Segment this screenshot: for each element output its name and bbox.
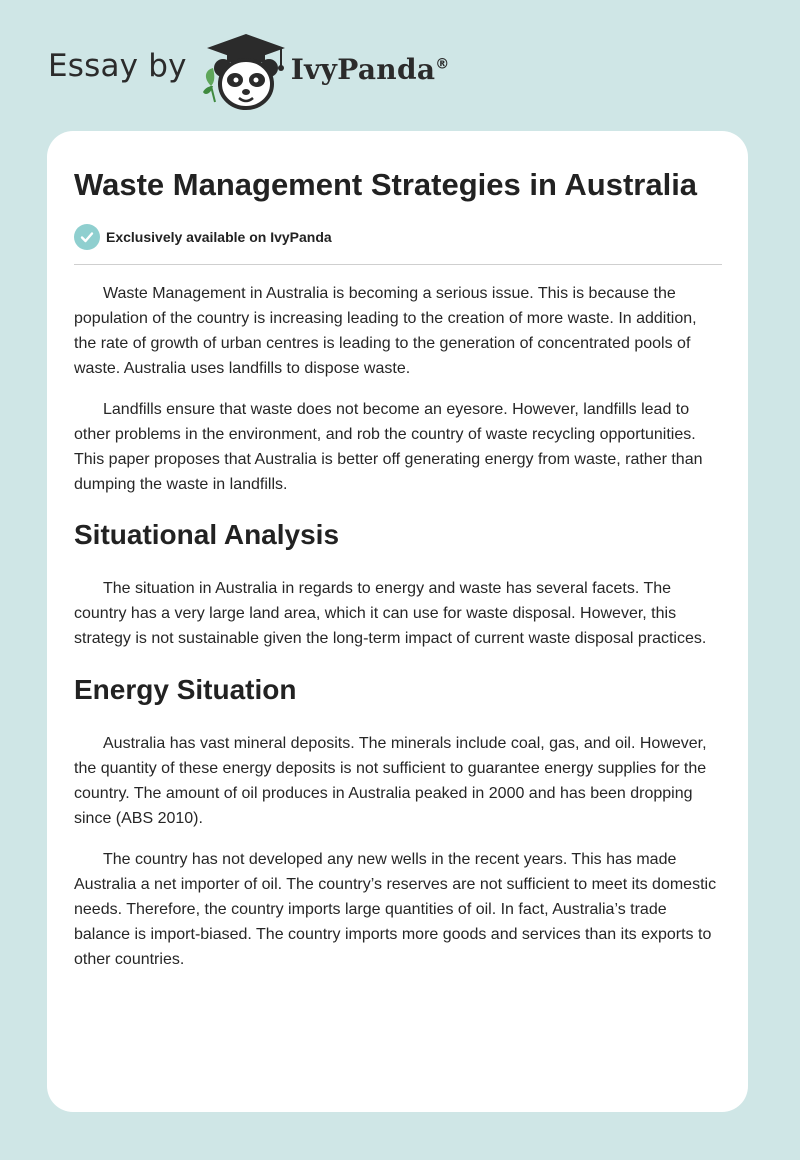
registered-mark: ®: [435, 56, 450, 73]
exclusive-label: Exclusively available on IvyPanda: [106, 229, 332, 245]
brand-name: IvyPanda®: [290, 52, 450, 86]
check-icon: [74, 224, 100, 250]
essay-card: [47, 131, 748, 1112]
panda-graduate-icon: [201, 28, 291, 112]
exclusive-badge: [74, 223, 722, 251]
divider: [74, 264, 722, 265]
energy-paragraph-1: Australia has vast mineral deposits. The minerals include coal, gas, and oil. However, the quantity of these energy deposits is not sufficient to guarantee energy supplies for the country. The amount of oil produces in Australia peaked in 2000 and has been dropping since (ABS 2010).: [74, 735, 707, 827]
intro-paragraph-2: Landfills ensure that waste does not become an eyesore. However, landfills lead to other problems in the environment, and rob the country of waste recycling opportunities. This paper proposes that Australia is better off generating energy from waste, rather than dumping the waste in landfills.: [74, 401, 703, 493]
heading-situational-analysis: Situational Analysis: [74, 519, 340, 550]
intro-paragraph-1: Waste Management in Australia is becoming a serious issue. This is because the population of the country is increasing leading to the creation of more waste. In addition, the rate of growth of urban centres is leading to the generation of concentrated pools of waste. Australia uses landfills to dispose waste.: [74, 285, 697, 377]
heading-energy-situation: Energy Situation: [74, 674, 297, 705]
essay-by-label: Essay by: [48, 48, 187, 84]
energy-paragraph-2: The country has not developed any new wells in the recent years. This has made Australia a net importer of oil. The country’s reserves are not sufficient to meet its domestic needs. Therefore, the country imports large quantities of oil. In fact, Australia’s trade balance is import-biased. The country imports more goods and services than its exports to other countries.: [74, 851, 717, 968]
situational-paragraph: The situation in Australia in regards to energy and waste has several facets. The country has a very large land area, which it can use for waste disposal. However, this strategy is not sustainable given the long-term impact of current waste disposal practices.: [74, 580, 707, 647]
essay-title: Waste Management Strategies in Australia: [74, 167, 698, 202]
site-header: [48, 28, 450, 112]
